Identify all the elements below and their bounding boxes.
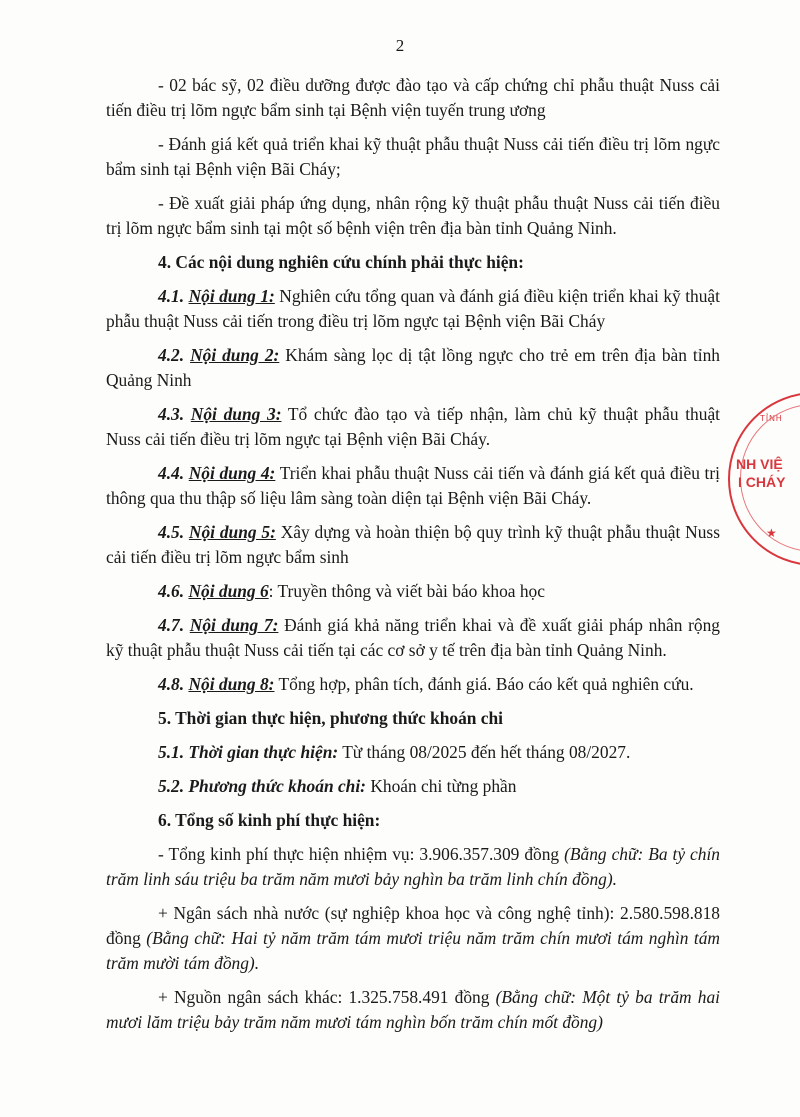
section-5-2: 5.2. Phương thức khoán chi: Khoán chi từng phần	[158, 776, 517, 796]
total-budget: - Tổng kinh phí thực hiện nhiệm vụ: 3.906.357.309 đồng (Bằng chữ: Ba tỷ chín trăm linh sáu triệu ba trăm năm mươi bảy nghìn ba trăm linh chín đồng).	[106, 844, 720, 889]
other-budget: + Nguồn ngân sách khác: 1.325.758.491 đồng (Bằng chữ: Một tỷ ba trăm hai mươi lăm triệu bảy trăm năm mươi tám nghìn bốn trăm chín mốt đồng)	[106, 987, 720, 1032]
section-4-heading: 4. Các nội dung nghiên cứu chính phải thực hiện:	[158, 252, 524, 272]
content-item-4-1: 4.1. Nội dung 1: Nghiên cứu tổng quan và đánh giá điều kiện triển khai kỹ thuật phẫu thuật Nuss cải tiến trong điều trị lõm ngực tại Bệnh viện Bãi Cháy	[106, 286, 720, 331]
content-item-4-2: 4.2. Nội dung 2: Khám sàng lọc dị tật lồng ngực cho trẻ em trên địa bàn tỉnh Quảng Ninh	[106, 345, 720, 390]
content-item-4-8: 4.8. Nội dung 8: Tổng hợp, phân tích, đánh giá. Báo cáo kết quả nghiên cứu.	[158, 674, 694, 694]
intro-item-2: - Đánh giá kết quả triển khai kỹ thuật phẫu thuật Nuss cải tiến điều trị lõm ngực bẩm sinh tại Bệnh viện Bãi Cháy;	[106, 134, 720, 179]
content-item-4-4: 4.4. Nội dung 4: Triển khai phẫu thuật Nuss cải tiến và đánh giá kết quả điều trị thông qua thu thập số liệu lâm sàng toàn diện tại Bệnh viện Bãi Cháy.	[106, 463, 720, 508]
stamp-line-1: NH VIỆ	[736, 456, 783, 472]
state-budget: + Ngân sách nhà nước (sự nghiệp khoa học và công nghệ tỉnh): 2.580.598.818 đồng (Bằng chữ: Hai tỷ năm trăm tám mươi triệu năm trăm chín mươi tám nghìn tám trăm mười tám đồng).	[106, 903, 720, 973]
official-red-stamp	[728, 392, 800, 566]
content-item-4-6: 4.6. Nội dung 6: Truyền thông và viết bài báo khoa học	[158, 581, 545, 601]
page-number: 2	[395, 36, 405, 55]
content-item-4-7: 4.7. Nội dung 7: Đánh giá khả năng triển khai và đề xuất giải pháp nhân rộng kỹ thuật phẫu thuật Nuss cải tiến tại các cơ sở y tế trên địa bàn tỉnh Quảng Ninh.	[106, 615, 720, 660]
stamp-star-icon: ★	[766, 526, 777, 540]
stamp-top-text: TỈNH	[760, 414, 783, 423]
content-item-4-3: 4.3. Nội dung 3: Tổ chức đào tạo và tiếp nhận, làm chủ kỹ thuật phẫu thuật Nuss cải tiến điều trị lõm ngực tại Bệnh viện Bãi Cháy.	[106, 404, 720, 449]
section-5-heading: 5. Thời gian thực hiện, phương thức khoán chi	[158, 708, 504, 728]
section-6-heading: 6. Tổng số kinh phí thực hiện:	[158, 810, 381, 830]
stamp-line-2: I CHÁY	[738, 474, 786, 490]
intro-item-1: - 02 bác sỹ, 02 điều dưỡng được đào tạo và cấp chứng chỉ phẫu thuật Nuss cải tiến điều trị lõm ngực bẩm sinh tại Bệnh viện tuyến trung ương	[106, 75, 720, 120]
section-5-1: 5.1. Thời gian thực hiện: Từ tháng 08/2025 đến hết tháng 08/2027.	[158, 742, 631, 762]
document-body	[106, 73, 720, 1044]
intro-item-3: - Đề xuất giải pháp ứng dụng, nhân rộng kỹ thuật phẫu thuật Nuss cải tiến điều trị lõm ngực bẩm sinh tại một số bệnh viện trên địa bàn tỉnh Quảng Ninh.	[106, 193, 720, 238]
content-item-4-5: 4.5. Nội dung 5: Xây dựng và hoàn thiện bộ quy trình kỹ thuật phẫu thuật Nuss cải tiến điều trị lõm ngực bẩm sinh	[106, 522, 720, 567]
